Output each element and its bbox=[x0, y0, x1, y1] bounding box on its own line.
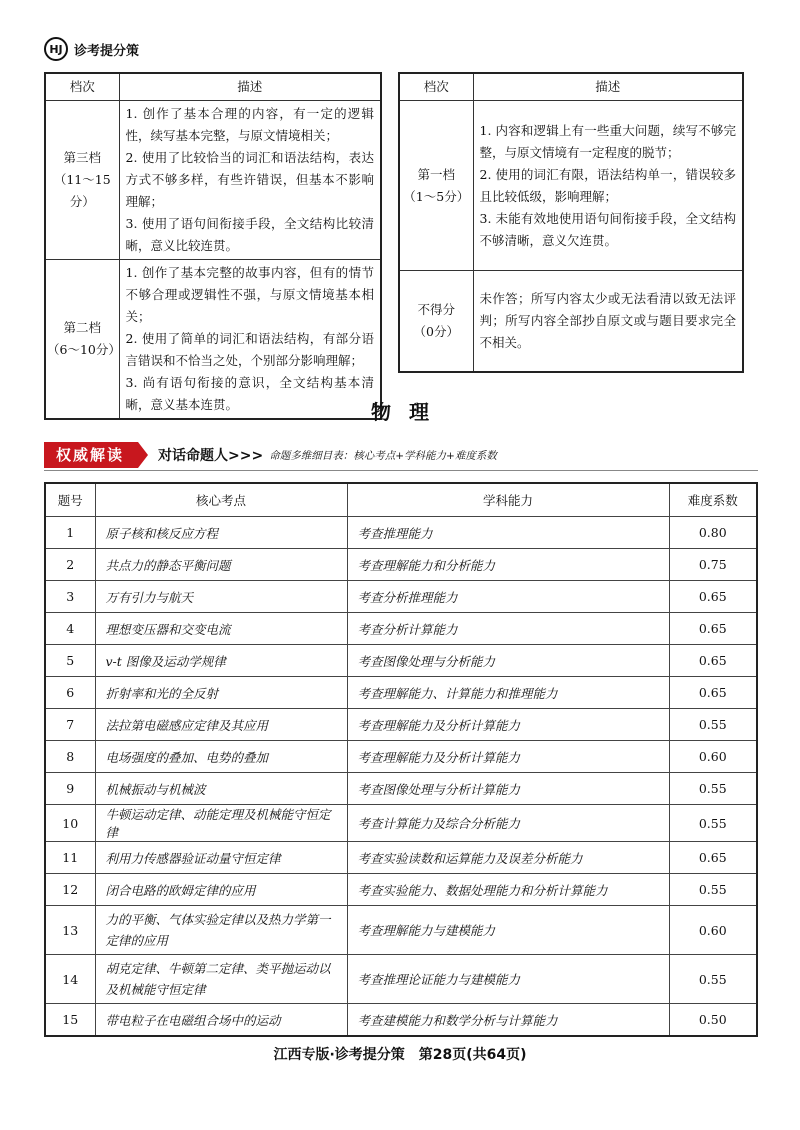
cell-ability: 考查实验能力、数据处理能力和分析计算能力 bbox=[347, 874, 669, 906]
section-banner bbox=[44, 442, 758, 468]
col-header-ability: 学科能力 bbox=[347, 483, 669, 517]
subject-title: 物理 bbox=[371, 400, 447, 424]
cell-difficulty: 0.65 bbox=[669, 677, 757, 709]
banner-badge: 权威解读 bbox=[44, 442, 138, 468]
cell-ability: 考查理解能力和分析能力 bbox=[347, 549, 669, 581]
cell-point: 共点力的静态平衡问题 bbox=[95, 549, 347, 581]
cell-ability: 考查推理论证能力与建模能力 bbox=[347, 955, 669, 1004]
table-row bbox=[45, 581, 757, 613]
cell-ability: 考查理解能力、计算能力和推理能力 bbox=[347, 677, 669, 709]
cell-no: 10 bbox=[45, 805, 95, 842]
cell-ability: 考查图像处理与分析能力 bbox=[347, 645, 669, 677]
cell-difficulty: 0.55 bbox=[669, 955, 757, 1004]
cell-point: 机械振动与机械波 bbox=[95, 773, 347, 805]
cell-difficulty: 0.60 bbox=[669, 906, 757, 955]
cell-difficulty: 0.65 bbox=[669, 645, 757, 677]
table-row bbox=[45, 677, 757, 709]
cell-difficulty: 0.60 bbox=[669, 741, 757, 773]
desc-item: 1. 内容和逻辑上有一些重大问题，续写不够完整，与原文情境有一定程度的脱节； bbox=[479, 122, 736, 160]
col-desc-header: 描述 bbox=[119, 73, 381, 101]
desc-item: 2. 使用的词汇有限，语法结构单一，错误较多且比较低级，影响理解； bbox=[479, 166, 736, 204]
cell-ability: 考查建模能力和数学分析与计算能力 bbox=[347, 1004, 669, 1037]
table-row bbox=[45, 1004, 757, 1037]
col-level-header: 档次 bbox=[45, 73, 119, 101]
table-row bbox=[45, 874, 757, 906]
cell-difficulty: 0.55 bbox=[669, 709, 757, 741]
table-row bbox=[45, 517, 757, 549]
col-level-header: 档次 bbox=[399, 73, 473, 101]
cell-no: 7 bbox=[45, 709, 95, 741]
cell-point: 法拉第电磁感应定律及其应用 bbox=[95, 709, 347, 741]
desc-cell bbox=[119, 101, 381, 260]
page-header bbox=[44, 36, 139, 62]
cell-difficulty: 0.65 bbox=[669, 613, 757, 645]
cell-no: 4 bbox=[45, 613, 95, 645]
cell-difficulty: 0.55 bbox=[669, 773, 757, 805]
rubric-row bbox=[399, 271, 743, 373]
cell-point: 电场强度的叠加、电势的叠加 bbox=[95, 741, 347, 773]
rubric-row bbox=[399, 101, 743, 271]
desc-item: 1. 创作了基本合理的内容，有一定的逻辑性，续写基本完整，与原文情境相关； bbox=[125, 106, 374, 143]
cell-ability: 考查理解能力与建模能力 bbox=[347, 906, 669, 955]
desc-item: 2. 使用了比较恰当的词汇和语法结构，表达方式不够多样，有些许错误，但基本不影响理解； bbox=[125, 150, 374, 209]
cell-point: 利用力传感器验证动量守恒定律 bbox=[95, 842, 347, 874]
cell-difficulty: 0.50 bbox=[669, 1004, 757, 1037]
level-range: （6～10分） bbox=[47, 342, 121, 357]
level-range: （1～5分） bbox=[403, 188, 470, 204]
cell-point: 闭合电路的欧姆定律的应用 bbox=[95, 874, 347, 906]
table-row bbox=[45, 906, 757, 955]
cell-ability: 考查分析计算能力 bbox=[347, 613, 669, 645]
cell-ability: 考查理解能力及分析计算能力 bbox=[347, 709, 669, 741]
brand-logo-icon: HJ bbox=[44, 37, 68, 61]
cell-difficulty: 0.80 bbox=[669, 517, 757, 549]
desc-item: 3. 使用了语句间衔接手段，全文结构比较清晰，意义比较连贯。 bbox=[125, 216, 374, 253]
col-header-difficulty: 难度系数 bbox=[669, 483, 757, 517]
cell-no: 12 bbox=[45, 874, 95, 906]
cell-point: 折射率和光的全反射 bbox=[95, 677, 347, 709]
cell-difficulty: 0.55 bbox=[669, 874, 757, 906]
level-range: （0分） bbox=[413, 324, 459, 339]
level-cell bbox=[399, 271, 473, 373]
banner-title: 对话命题人>>> bbox=[158, 448, 264, 464]
table-row bbox=[45, 955, 757, 1004]
header-title: 诊考提分策 bbox=[74, 43, 140, 59]
cell-point: 带电粒子在电磁组合场中的运动 bbox=[95, 1004, 347, 1037]
cell-no: 8 bbox=[45, 741, 95, 773]
table-row bbox=[45, 842, 757, 874]
cell-point: 理想变压器和交变电流 bbox=[95, 613, 347, 645]
cell-point: 牛顿运动定律、动能定理及机械能守恒定律 bbox=[95, 805, 347, 842]
cell-no: 14 bbox=[45, 955, 95, 1004]
table-row bbox=[45, 773, 757, 805]
desc-item: 3. 尚有语句衔接的意识，全文结构基本清晰，意义基本连贯。 bbox=[125, 375, 374, 412]
cell-point: 原子核和核反应方程 bbox=[95, 517, 347, 549]
cell-point: v-t 图像及运动学规律 bbox=[95, 645, 347, 677]
col-header-no: 题号 bbox=[45, 483, 95, 517]
cell-difficulty: 0.55 bbox=[669, 805, 757, 842]
table-row bbox=[45, 549, 757, 581]
table-row bbox=[45, 645, 757, 677]
cell-no: 1 bbox=[45, 517, 95, 549]
level-cell bbox=[399, 101, 473, 271]
level-name: 不得分 bbox=[417, 302, 455, 317]
cell-no: 5 bbox=[45, 645, 95, 677]
table-row bbox=[45, 741, 757, 773]
cell-no: 9 bbox=[45, 773, 95, 805]
desc-cell bbox=[473, 271, 743, 373]
cell-no: 15 bbox=[45, 1004, 95, 1037]
cell-point: 胡克定律、牛顿第二定律、类平抛运动以及机械能守恒定律 bbox=[95, 955, 347, 1004]
cell-no: 13 bbox=[45, 906, 95, 955]
rubric-table-right bbox=[398, 72, 744, 373]
level-name: 第一档 bbox=[417, 166, 455, 182]
level-name: 第三档 bbox=[63, 150, 101, 165]
level-range: （11～15分） bbox=[53, 172, 111, 209]
rubric-row bbox=[45, 101, 381, 260]
banner-divider bbox=[44, 470, 758, 471]
col-desc-header: 描述 bbox=[473, 73, 743, 101]
cell-no: 3 bbox=[45, 581, 95, 613]
cell-ability: 考查推理能力 bbox=[347, 517, 669, 549]
cell-difficulty: 0.75 bbox=[669, 549, 757, 581]
page-footer: 江西专版·诊考提分策 第28页(共64页) bbox=[273, 1047, 527, 1063]
cell-difficulty: 0.65 bbox=[669, 842, 757, 874]
cell-no: 6 bbox=[45, 677, 95, 709]
cell-no: 2 bbox=[45, 549, 95, 581]
table-row bbox=[45, 613, 757, 645]
desc-item: 3. 未能有效地使用语句间衔接手段，全文结构不够清晰，意义欠连贯。 bbox=[479, 210, 736, 248]
cell-ability: 考查图像处理与分析计算能力 bbox=[347, 773, 669, 805]
table-header-row bbox=[45, 483, 757, 517]
desc-item: 未作答；所写内容太少或无法看清以致无法评判；所写内容全部抄自原文或与题目要求完全不相关。 bbox=[479, 291, 736, 350]
table-row bbox=[45, 709, 757, 741]
cell-point: 万有引力与航天 bbox=[95, 581, 347, 613]
table-row bbox=[45, 805, 757, 842]
cell-difficulty: 0.65 bbox=[669, 581, 757, 613]
cell-ability: 考查分析推理能力 bbox=[347, 581, 669, 613]
desc-item: 1. 创作了基本完整的故事内容，但有的情节不够合理或逻辑性不强，与原文情境基本相关； bbox=[125, 265, 374, 324]
cell-ability: 考查实验读数和运算能力及误差分析能力 bbox=[347, 842, 669, 874]
banner-subtitle: 命题多维细目表：核心考点+学科能力+难度系数 bbox=[269, 449, 497, 462]
col-header-point: 核心考点 bbox=[95, 483, 347, 517]
spec-table bbox=[44, 482, 758, 1037]
desc-cell bbox=[473, 101, 743, 271]
level-cell bbox=[45, 101, 119, 260]
cell-ability: 考查理解能力及分析计算能力 bbox=[347, 741, 669, 773]
cell-point: 力的平衡、气体实验定律以及热力学第一定律的应用 bbox=[95, 906, 347, 955]
desc-item: 2. 使用了简单的词汇和语法结构，有部分语言错误和不恰当之处，个别部分影响理解； bbox=[125, 331, 374, 368]
level-name: 第二档 bbox=[63, 320, 101, 335]
cell-no: 11 bbox=[45, 842, 95, 874]
cell-ability: 考查计算能力及综合分析能力 bbox=[347, 805, 669, 842]
rubric-table-left bbox=[44, 72, 382, 420]
